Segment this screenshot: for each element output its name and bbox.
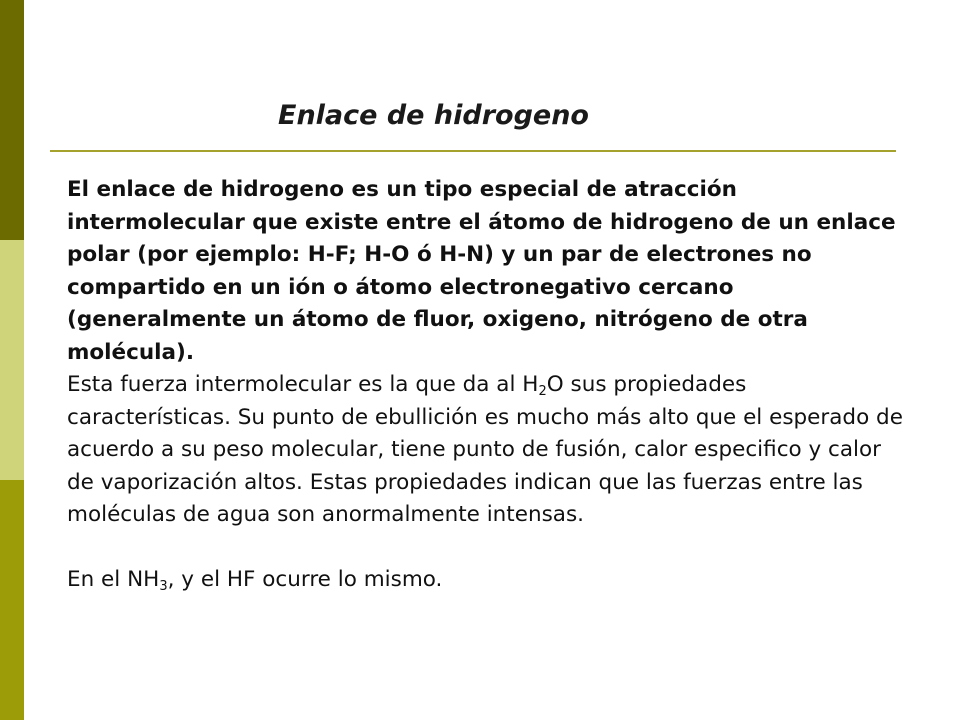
water-subscript: 2	[538, 384, 547, 399]
water-paragraph	[67, 369, 907, 532]
side-bar-middle	[0, 240, 24, 480]
ammonia-text-after: , y el HF ocurre lo mismo.	[167, 567, 443, 592]
ammonia-text-before: En el NH	[67, 567, 160, 592]
side-bar-top	[0, 0, 24, 240]
slide-body	[67, 174, 907, 597]
title-divider	[50, 150, 896, 152]
ammonia-paragraph	[67, 564, 907, 597]
water-text-before: Esta fuerza intermolecular es la que da al H	[67, 372, 539, 397]
paragraph-spacer	[67, 532, 907, 565]
ammonia-subscript: 3	[159, 579, 168, 594]
definition-paragraph: El enlace de hidrogeno es un tipo especial de atracción intermolecular que existe entre el átomo de hidrogeno de un enlace polar (por ejemplo: H-F; H-O ó H-N) y un par de electrones no compartido en un ión o átomo electronegativo cercano (generalmente un átomo de fluor, oxigeno, nitrógeno de otra molécula).	[67, 177, 896, 365]
slide-title: Enlace de hidrogeno	[278, 100, 589, 131]
water-text-after: O sus propiedades características. Su punto de ebullición es mucho más alto que el esperado de acuerdo a su peso molecular, tiene punto de fusión, calor especifico y calor de vaporización altos. Estas propiedades indican que las fuerzas entre las moléculas de agua son anormalmente intensas.	[67, 372, 903, 527]
side-bar-bottom	[0, 480, 24, 720]
